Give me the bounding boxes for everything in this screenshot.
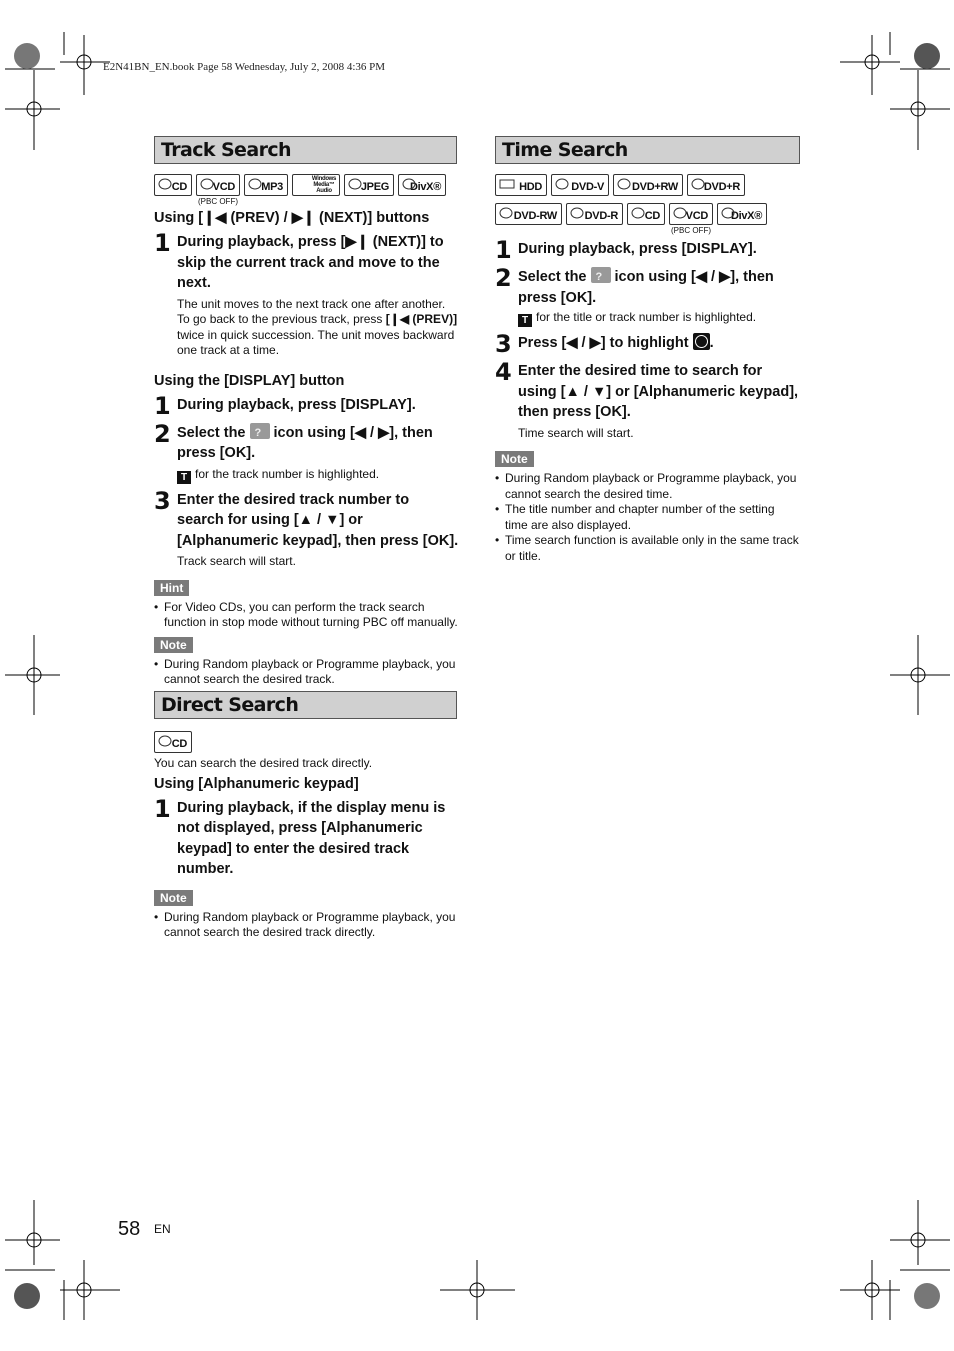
time-step-3 — [495, 330, 800, 358]
note-item: • The title number and chapter number of the setting time are also displayed. — [505, 502, 800, 533]
left-column — [154, 136, 459, 941]
logo-cd: CD — [627, 203, 665, 225]
step-number: 1 — [495, 236, 512, 264]
step-instruction: During playback, press [DISPLAY]. — [518, 241, 757, 257]
body-line: The unit moves to the next track one after another. — [177, 296, 446, 311]
track-search-logos — [154, 174, 459, 206]
body-line: To go back to the previous track, press [❙◀ (PREV)] twice in quick succession. The unit moves backward one track at a time. — [177, 312, 458, 357]
logo-dvd-r: DVD-R — [566, 203, 623, 225]
note-item: • Time search function is available only in the same track or title. — [505, 533, 800, 564]
note-list — [154, 657, 459, 688]
logo-mp3: MP3 — [244, 174, 288, 196]
step-instruction: Enter the desired time to search for using [▲ / ▼] or [Alphanumeric keypad], then press [OK]. — [518, 363, 799, 420]
step-number: 4 — [495, 358, 512, 386]
time-search-title: Time Search — [495, 136, 800, 164]
direct-search-logos — [154, 731, 459, 753]
display-heading: Using the [DISPLAY] button — [154, 372, 345, 389]
page-number: 58 — [118, 1218, 141, 1240]
right-column — [495, 136, 800, 564]
time-step-2 — [495, 264, 800, 308]
logo-cd: CD — [154, 174, 192, 196]
logo-dvd-plus-rw: DVD+RW — [613, 174, 683, 196]
step-number: 2 — [495, 264, 512, 292]
note-badge: Note — [154, 890, 193, 906]
pbc-off-label: (PBC OFF) — [671, 226, 711, 235]
logo-cd: CD — [154, 731, 192, 753]
logo-dvd-rw: DVD-RW — [495, 203, 562, 225]
note-badge: Note — [154, 637, 193, 653]
note-list — [154, 910, 459, 941]
logo-vcd: VCD — [669, 203, 713, 225]
keypad-heading: Using [Alphanumeric keypad] — [154, 775, 359, 792]
logo-divx: DivX® — [717, 203, 767, 225]
file-info: E2N41BN_EN.book Page 58 Wednesday, July 2, 2008 4:36 PM — [103, 61, 386, 73]
step-number: 3 — [495, 330, 512, 358]
step-instruction: During playback, press [DISPLAY]. — [177, 396, 416, 413]
logo-dvd-v: DVD-V — [551, 174, 609, 196]
direct-step-1 — [154, 794, 459, 880]
logo-hdd: HDD — [495, 174, 547, 196]
logo-vcd-wrap — [196, 174, 240, 206]
logo-divx: DivX® — [398, 174, 446, 196]
step-number: 1 — [154, 391, 171, 420]
step-number: 2 — [154, 419, 171, 448]
logo-jpeg: JPEG — [344, 174, 394, 196]
display-step-2-note: T for the track number is highlighted. — [177, 467, 459, 484]
track-search-title: Track Search — [154, 136, 457, 164]
search-icon — [591, 267, 611, 283]
step-instruction: Select the? icon using [◀ / ▶], then press [OK]. — [177, 423, 459, 464]
title-t-icon: T — [518, 314, 532, 327]
note-list — [495, 471, 800, 564]
logo-dvd-plus-r: DVD+R — [687, 174, 745, 196]
time-search-logos-row1 — [495, 174, 800, 196]
search-icon — [250, 423, 270, 439]
logo-wma: Windows Media™ Audio — [292, 174, 340, 196]
step-instruction: Press [◀ / ▶] to highlight . — [518, 335, 714, 351]
display-step-3-body: Track search will start. — [177, 554, 296, 568]
hint-list — [154, 600, 459, 631]
hint-item: • For Video CDs, you can perform the track search function in stop mode without turning PBC off manually. — [164, 600, 459, 631]
time-step-4 — [495, 358, 800, 423]
step-instruction: Select the? icon using [◀ / ▶], then press [OK]. — [518, 267, 800, 308]
logo-vcd-wrap — [669, 203, 713, 235]
direct-search-title: Direct Search — [154, 691, 457, 719]
note-badge: Note — [495, 451, 534, 467]
clock-icon — [693, 333, 710, 350]
time-step-4-body: Time search will start. — [518, 425, 634, 440]
direct-search-intro: You can search the desired track directly. — [154, 755, 373, 770]
note-item: • During Random playback or Programme playback, you cannot search the desired time. — [505, 471, 800, 502]
note-item: • During Random playback or Programme playback, you cannot search the desired track. — [164, 657, 459, 688]
time-step-1 — [495, 236, 800, 264]
time-search-logos-row2 — [495, 203, 800, 235]
step-instruction: Enter the desired track number to search for using [▲ / ▼] or [Alphanumeric keypad], then press [OK]. — [177, 491, 459, 549]
display-step-3 — [154, 486, 459, 552]
title-t-icon: T — [177, 471, 191, 484]
page-language: EN — [154, 1222, 171, 1236]
step-instruction: During playback, press [▶❙ (NEXT)] to skip the current track and move to the next. — [177, 234, 444, 291]
note-item: • During Random playback or Programme playback, you cannot search the desired track directly. — [164, 910, 459, 941]
display-step-2 — [154, 419, 459, 464]
prevnext-body — [177, 297, 459, 359]
pbc-off-label: (PBC OFF) — [198, 197, 238, 206]
step-number: 3 — [154, 486, 171, 515]
step-instruction: During playback, if the display menu is not displayed, press [Alphanumeric keypad] to enter the desired track number. — [177, 799, 446, 877]
step-number: 1 — [154, 794, 171, 823]
display-step-1 — [154, 391, 459, 420]
step-number: 1 — [154, 229, 171, 257]
prevnext-step-1 — [154, 229, 459, 294]
prevnext-heading: Using [❙◀ (PREV) / ▶❙ (NEXT)] buttons — [154, 210, 430, 226]
time-step-2-note: T for the title or track number is highlighted. — [518, 310, 800, 327]
logo-vcd: VCD — [196, 174, 240, 196]
hint-badge: Hint — [154, 580, 189, 596]
